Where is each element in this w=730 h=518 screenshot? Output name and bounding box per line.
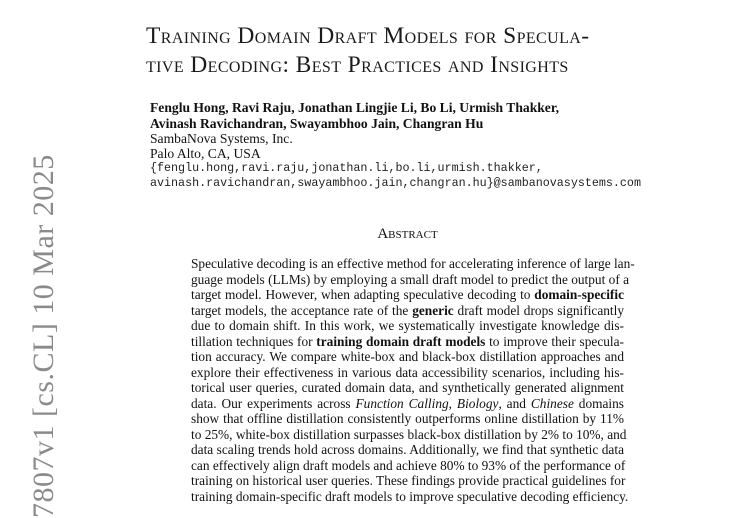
abstract-line: data scaling trends hold across domains. Additionally, we find that synthetic data [191, 442, 624, 457]
italic-function-calling: Function Calling [355, 395, 449, 411]
abstract-line: tion accuracy. We compare white-box and black-box distillation approaches and [191, 349, 624, 364]
emphasis-generic: generic [412, 302, 454, 318]
abstract-heading: Abstract [377, 226, 438, 242]
abstract-line: tillation techniques for training domain draft models to improve their specula- [191, 333, 625, 349]
location: Palo Alto, CA, USA [150, 146, 261, 161]
paper-title [146, 22, 706, 80]
abstract-line: due to domain shift. In this work, we systematically investigate knowledge dis- [191, 318, 624, 333]
emphasis-training-domain-draft-models: training domain draft models [316, 333, 486, 349]
affiliation: SambaNova Systems, Inc. [150, 131, 293, 146]
abstract-line: data. Our experiments across Function Calling, Biology, and Chinese domains [191, 395, 625, 411]
abstract-line: Speculative decoding is an effective method for accelerating inference of large lan- [191, 256, 635, 271]
title-line-1: Training Domain Draft Models for Specula- [146, 23, 590, 49]
author-list [150, 100, 710, 131]
authors-line-1: Fenglu Hong, Ravi Raju, Jonathan Lingjie Li, Bo Li, Urmish Thakker, [150, 100, 560, 115]
abstract-line: show that offline distillation consistently outperforms online distillation by 11% [191, 411, 624, 426]
abstract-line: explore their effectiveness in various data accessibility scenarios, including his- [191, 364, 624, 380]
emails-line-1: {fenglu.hong,ravi.raju,jonathan.li,bo.li,urmish.thakker, [150, 161, 543, 175]
abstract-line: torical user queries, curated domain data, and synthetically generated alignment [191, 380, 624, 395]
abstract-line: target model. However, when adapting speculative decoding to domain-specific [191, 287, 624, 302]
abstract-line: training on historical user queries. These findings provide practical guidelines for [191, 473, 626, 488]
abstract-line: training domain-specific draft models to improve speculative decoding efficiency. [191, 488, 629, 504]
abstract-line: target models, the acceptance rate of the generic draft model drops significantly [191, 302, 625, 318]
emphasis-domain-specific: domain-specific [534, 287, 624, 302]
abstract-line: to 25%, white-box distillation surpasses black-box distillation by 2% to 10%, and [191, 426, 627, 442]
italic-chinese: Chinese [530, 395, 574, 411]
abstract-line: can effectively align draft models and achieve 80% to 93% of the performance of [191, 457, 626, 473]
arxiv-identifier: 7807v1 [cs.CL] 10 Mar 2025 [27, 154, 60, 518]
emails-line-2: avinash.ravichandran,swayambhoo.jain,changran.hu}@sambanovasystems.com [150, 176, 641, 190]
italic-biology: Biology [456, 395, 499, 411]
abstract-body [191, 256, 635, 504]
authors-line-2: Avinash Ravichandran, Swayambhoo Jain, Changran Hu [150, 115, 484, 131]
title-line-2: tive Decoding: Best Practices and Insights [146, 52, 569, 78]
abstract-line: guage models (LLMs) by employing a small draft model to predict the output of a [191, 271, 630, 287]
